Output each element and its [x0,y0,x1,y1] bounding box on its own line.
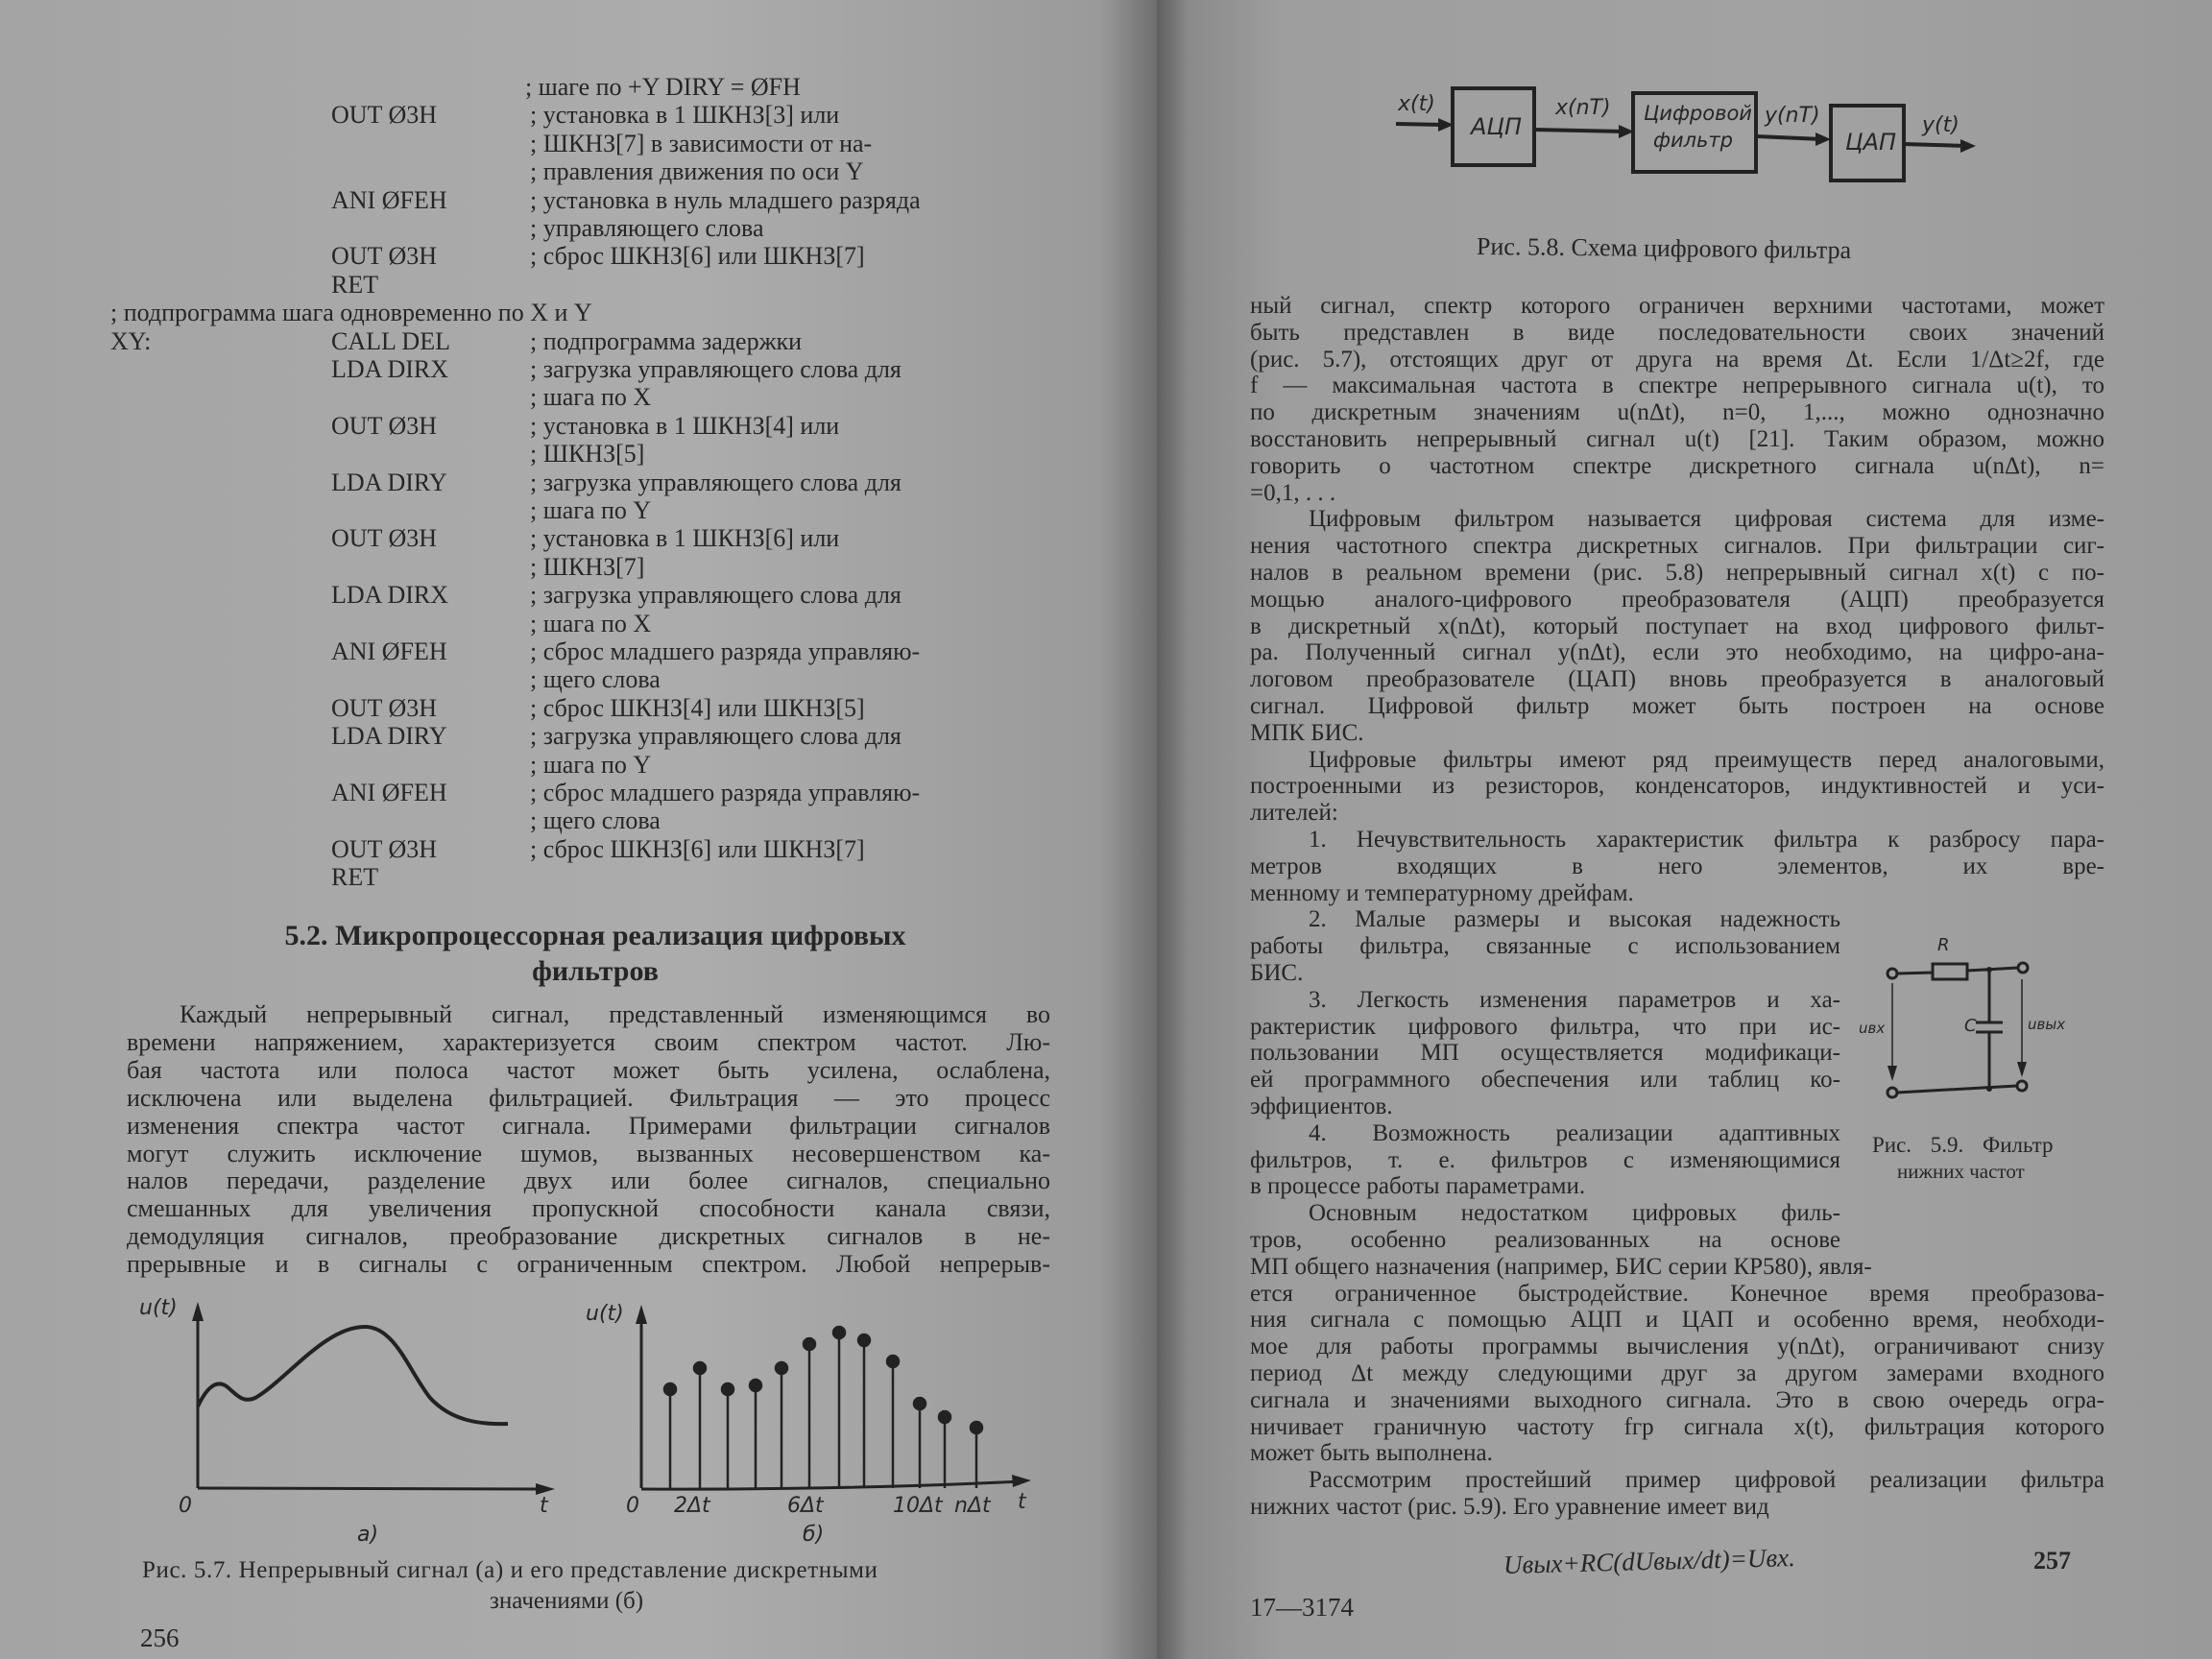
text-line: Рассмотрим простейший пример цифровой реализации фильтра [1309,1467,2104,1494]
text-line: менному и температурному дрейфам. [1250,879,1634,906]
code-comment: ; загрузка управляющего слова для [530,468,902,496]
fig-b-origin: 0 [626,1494,639,1518]
text-line: сигнал. Цифровой фильтр может быть построен на основе [1250,693,2104,719]
printer-signature: 17—3174 [1250,1593,1354,1622]
code-comment: ; сброс ШКНЗ[6] или ШКНЗ[7] [530,834,865,863]
filter-label: Цифровой [1644,102,1752,125]
page-number-right: 257 [2033,1547,2071,1575]
text-line: фильтров, т. е. фильтров с изменяющимися [1250,1146,1840,1173]
code-comment-line: ; подпрограмма шага одновременно по X и Y [110,299,592,327]
text-line: пользовании МП осуществляется модификаци- [1250,1040,1840,1067]
text-line: логовом преобразователе (ЦАП) вновь преобразуется в аналоговый [1250,666,2104,693]
adc-to-filter-arrow [1534,130,1624,132]
text-line: ется ограниченное быстродействие. Конечное время преобразова- [1250,1280,2104,1307]
code-comment: ; ШКНЗ[7] в зависимости от на- [530,129,873,157]
code-comment: ; установка в нуль младшего разряда [530,185,921,214]
text-line: может быть выполнена. [1250,1440,1493,1467]
text-line: эффициентов. [1250,1094,1393,1119]
rc-lowpass-circuit [1887,963,2028,1097]
resistor-label: R [1937,935,1950,955]
output-signal-label: y(t) [1922,113,1960,137]
text-line: тров, особенно реализованных на основе [1250,1227,1840,1253]
code-instruction: ANI ØFEH [331,637,447,665]
paragraph-line: демодуляция сигналов, преобразование дискретных сигналов в не- [127,1222,1050,1251]
text-line: ра. Полученный сигнал y(nΔt), если это необходимо, на цифро-ана- [1250,639,2104,666]
code-comment: ; загрузка управляющего слова для [530,581,902,610]
code-instruction: ANI ØFEH [331,779,447,806]
fig-b-y-label: u(t) [586,1302,624,1326]
text-line: построенными из резисторов, конденсаторов, индуктивностей и уси- [1250,773,2104,800]
figure-5-8-caption: Рис. 5.8. Схема цифрового фильтра [1476,231,1852,265]
fig-b-tick: 2Δt [674,1494,710,1518]
text-line: сигнала и значениями выходного сигнала. Это в свою очередь огра- [1250,1386,2104,1413]
fig-a-y-label: u(t) [139,1296,178,1320]
code-instruction: OUT Ø3H [331,834,438,863]
text-line: в процессе работы параметрами. [1250,1173,1586,1200]
figure-5-9-caption: Рис. 5.9. Фильтр [1872,1133,2054,1157]
code-comment: ; сброс ШКНЗ[4] или ШКНЗ[5] [530,693,865,722]
paragraph-line: изменения спектра частот сигнала. Примерами фильтрации сигналов [127,1111,1050,1140]
sampled-output-label: y(nT) [1765,104,1820,128]
fig-b-tick: 10Δt [893,1494,943,1518]
code-instruction: OUT Ø3H [331,411,438,440]
code-instruction: RET [331,863,379,892]
fig-b-tick: 6Δt [787,1494,824,1518]
resistor [1933,964,1967,979]
code-comment: ; загрузка управляющего слова для [530,722,902,751]
code-instruction: LDA DIRX [331,581,449,610]
fig-b-x-label: t [1018,1490,1026,1514]
code-instruction: OUT Ø3H [331,101,438,130]
paragraph-line: налов передачи, разделение двух или более сигналов, специально [127,1166,1050,1195]
code-comment: ; шага по Y [530,496,652,524]
fig-a-origin: 0 [179,1494,192,1518]
text-line: (рис. 5.7), отстоящих друг от друга на время Δt. Если 1/Δt≥2f, где [1250,346,2104,373]
code-comment: ; шага по X [530,609,652,637]
code-comment: ; сброс ШКНЗ[6] или ШКНЗ[7] [530,242,865,271]
text-line: ничивает граничную частоту fгр сигнала x(t), фильтрация которого [1250,1413,2104,1440]
text-line: мое для работы программы вычисления y(nΔt), ограничивают снизу [1250,1334,2104,1360]
dac-label: ЦАП [1845,129,1897,156]
code-comment: ; подпрограмма задержки [530,326,803,355]
text-line: 4. Возможность реализации адаптивных [1309,1119,1840,1146]
text-line: 1. Нечувствительность характеристик фильтра к разбросу пара- [1309,827,2104,853]
input-signal-label: x(t) [1398,92,1435,116]
code-comment: ; установка в 1 ШКНЗ[6] или [530,524,840,553]
fig-a-sublabel: а) [357,1523,379,1547]
input-arrow [1396,124,1445,125]
sampled-input-label: x(nT) [1555,96,1611,120]
text-line: налов в реальном времени (рис. 5.8) непрерывный сигнал x(t) с по- [1250,560,2104,586]
text-line: по дискретным значениям u(nΔt), n=0, 1,..., можно однозначно [1250,399,2104,426]
text-line: работы фильтра, связанные с использованием [1250,933,1840,960]
input-voltage-label: uвх [1859,1020,1886,1037]
fig-b-sublabel: б) [803,1523,825,1547]
paragraph-line: бая частота или полоса частот может быть усилена, ослаблена, [127,1055,1050,1084]
text-line: мощью аналого-цифрового преобразователя (АЦП) преобразуется [1250,586,2104,613]
paragraph-line: времени напряжением, характеризуется своим спектром частот. Лю- [127,1027,1050,1056]
code-instruction: RET [331,270,379,299]
code-comment: ; правления движения по оси Y [530,157,864,186]
page-number-left: 256 [140,1623,180,1652]
paragraph-line: исключена или выделена фильтрацией. Фильтрация — это процесс [127,1083,1050,1112]
figure-5-9-caption-line2: нижних частот [1897,1160,2025,1183]
code-instruction: ANI ØFEH [331,185,447,214]
text-line: МПК БИС. [1250,719,1364,746]
adc-label: АЦП [1471,113,1523,140]
text-line: f — максимальная частота в спектре непрерывного сигнала u(t), то [1250,373,2104,399]
code-comment: ; загрузка управляющего слова для [530,355,902,383]
figure-5-7-caption-line2: значениями (б) [490,1588,644,1614]
text-line: восстановить непрерывный сигнал u(t) [21]. Таким образом, можно [1250,426,2104,452]
code-instruction: LDA DIRY [331,468,447,496]
text-line: =0,1, . . . [1250,479,1336,506]
text-line: ей программного обеспечения или таблиц ко- [1250,1067,1840,1094]
figure-5-7-caption: Рис. 5.7. Непрерывный сигнал (а) и его представление дискретными [142,1557,878,1583]
code-label: XY: [110,326,152,355]
text-line: период Δt между следующими друг за другом замерами входного [1250,1360,2104,1386]
text-line: ный сигнал, спектр которого ограничен верхними частотами, может [1250,293,2104,319]
code-instruction: CALL DEL [331,326,450,355]
text-line: 3. Легкость изменения параметров и ха- [1309,986,1840,1013]
code-comment: ; управляющего слова [530,214,764,242]
text-line: БИС. [1250,960,1304,986]
fig-b-tick: nΔt [954,1494,991,1518]
text-line: ния сигнала с помощью АЦП и ЦАП и особенно время, необходи- [1250,1307,2104,1334]
code-instruction: OUT Ø3H [331,242,438,271]
code-comment: ; шага по Y [530,750,652,779]
text-line: Цифровые фильтры имеют ряд преимуществ перед аналоговыми, [1309,746,2104,773]
text-line: быть представлен в виде последовательности своих значений [1250,319,2104,346]
code-comment: ; сброс младшего разряда управляю- [530,637,921,665]
text-line: лителей: [1250,800,1338,827]
capacitor-label: C [1964,1016,1977,1036]
code-comment: ; установка в 1 ШКНЗ[4] или [530,411,840,440]
section-heading: 5.2. Микропроцессорная реализация цифровых [284,920,906,951]
code-comment: ; шаге по +Y DIRY = ØFH [525,73,801,101]
fig-a-x-label: t [540,1494,548,1518]
text-line: в дискретный x(nΔt), который поступает на вход цифрового фильт- [1250,613,2104,639]
output-arrow [1904,144,1966,146]
text-line: нижних частот (рис. 5.9). Его уравнение имеет вид [1250,1494,1769,1520]
text-line: МП общего назначения (например, БИС серии КР580), явля- [1250,1253,1872,1280]
text-line: Основным недостатком цифровых филь- [1309,1200,1840,1227]
text-line: говорить о частотном спектре дискретного сигнала u(nΔt), n= [1250,452,2104,479]
paragraph-line: прерывные и в сигналы с ограниченным спектром. Любой непрерыв- [127,1250,1050,1279]
code-comment: ; ШКНЗ[5] [530,440,645,469]
section-heading-line2: фильтров [532,955,659,987]
code-comment: ; шага по X [530,383,652,412]
paragraph-line: смешанных для увеличения пропускной способности канала связи, [127,1194,1050,1223]
code-instruction: LDA DIRY [331,722,447,751]
code-comment: ; ШКНЗ[7] [530,552,645,581]
text-line: 2. Малые размеры и высокая надежность [1309,906,1840,933]
code-comment: ; сброс младшего разряда управляю- [530,779,921,806]
text-line: нения частотного спектра дискретных сигналов. При фильтрации сиг- [1250,533,2104,560]
paragraph-line: могут служить исключение шумов, вызванных несовершенством ка- [127,1139,1050,1167]
code-instruction: OUT Ø3H [331,524,438,553]
filter-to-dac-arrow [1756,136,1822,139]
code-instruction: LDA DIRX [331,355,449,383]
equation: Uвых+RC(dUвых/dt)=Uвх. [1503,1543,1796,1579]
code-comment: ; установка в 1 ШКНЗ[3] или [530,101,840,130]
text-line: метров входящих в него элементов, их вре- [1250,853,2104,879]
text-line: рактеристик цифрового фильтра, что при ис- [1250,1013,1840,1040]
code-instruction: OUT Ø3H [331,693,438,722]
paragraph-line: Каждый непрерывный сигнал, представленный изменяющимся во [180,1000,1050,1028]
text-line: Цифровым фильтром называется цифровая система для изме- [1309,506,2104,533]
filter-label-line2: фильтр [1653,129,1733,152]
code-comment: ; щего слова [530,806,661,835]
output-voltage-label: uвых [2028,1016,2066,1033]
code-comment: ; щего слова [530,665,661,694]
